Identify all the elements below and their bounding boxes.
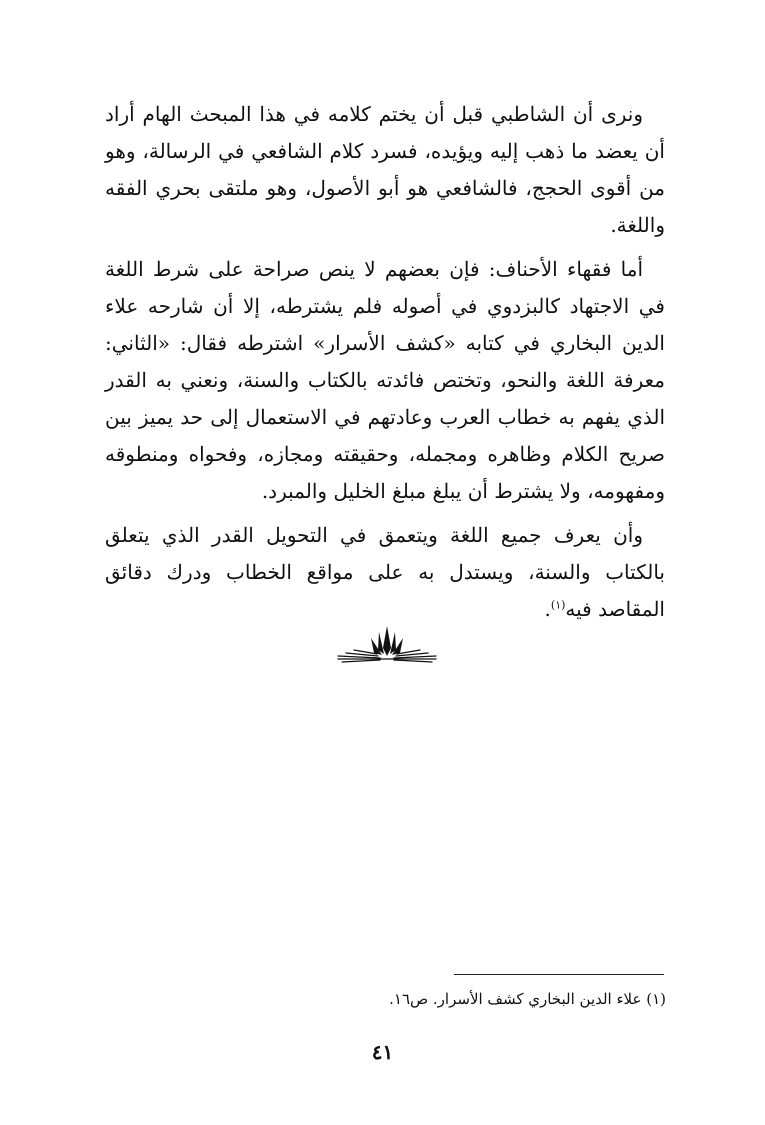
body-text [105,96,665,635]
footnote-separator [454,974,664,975]
paragraph-language-depth-text: وأن يعرف جميع اللغة ويتعمق في التحويل القدر الذي يتعلق بالكتاب والسنة، ويستدل به على مواقع الخطاب ودرك دقائق المقاصد فيه [105,523,665,621]
section-divider-ornament [332,620,442,665]
paragraph-end-mark: . [544,597,551,621]
paragraph-language-depth [105,517,665,628]
footnote: (١) علاء الدين البخاري كشف الأسرار. ص١٦. [389,990,666,1008]
page-number: ٤١ [371,1040,394,1064]
paragraph-shatibi: ونرى أن الشاطبي قبل أن يختم كلامه في هذا المبحث الهام أراد أن يعضد ما ذهب إليه ويؤيده، فسرد كلام الشافعي في الرسالة، وهو من أقوى الحجج، فالشافعي هو أبو الأصول، وهو ملتقى بحري الفقه واللغة. [105,102,665,237]
footnote-reference[interactable]: (١) [550,598,566,612]
paragraph-ahnaf: أما فقهاء الأحناف: فإن بعضهم لا ينص صراحة على شرط اللغة في الاجتهاد كالبزدوي في أصوله فلم يشترطه، إلا أن شارحه علاء الدين البخاري في كتابه «كشف الأسرار» اشترطه فقال: «الثاني: معرفة اللغة والنحو، وتختص فائدته بالكتاب والسنة، ونعني به القدر الذي يفهم به خطاب العرب وعادتهم في الاستعمال إلى حد يميز بين صريح الكلام وظاهره ومجمله، وحقيقته ومجازه، وفحواه ومنطوقه ومفهومه، ولا يشترط أن يبلغ مبلغ الخليل والمبرد. [105,257,665,503]
